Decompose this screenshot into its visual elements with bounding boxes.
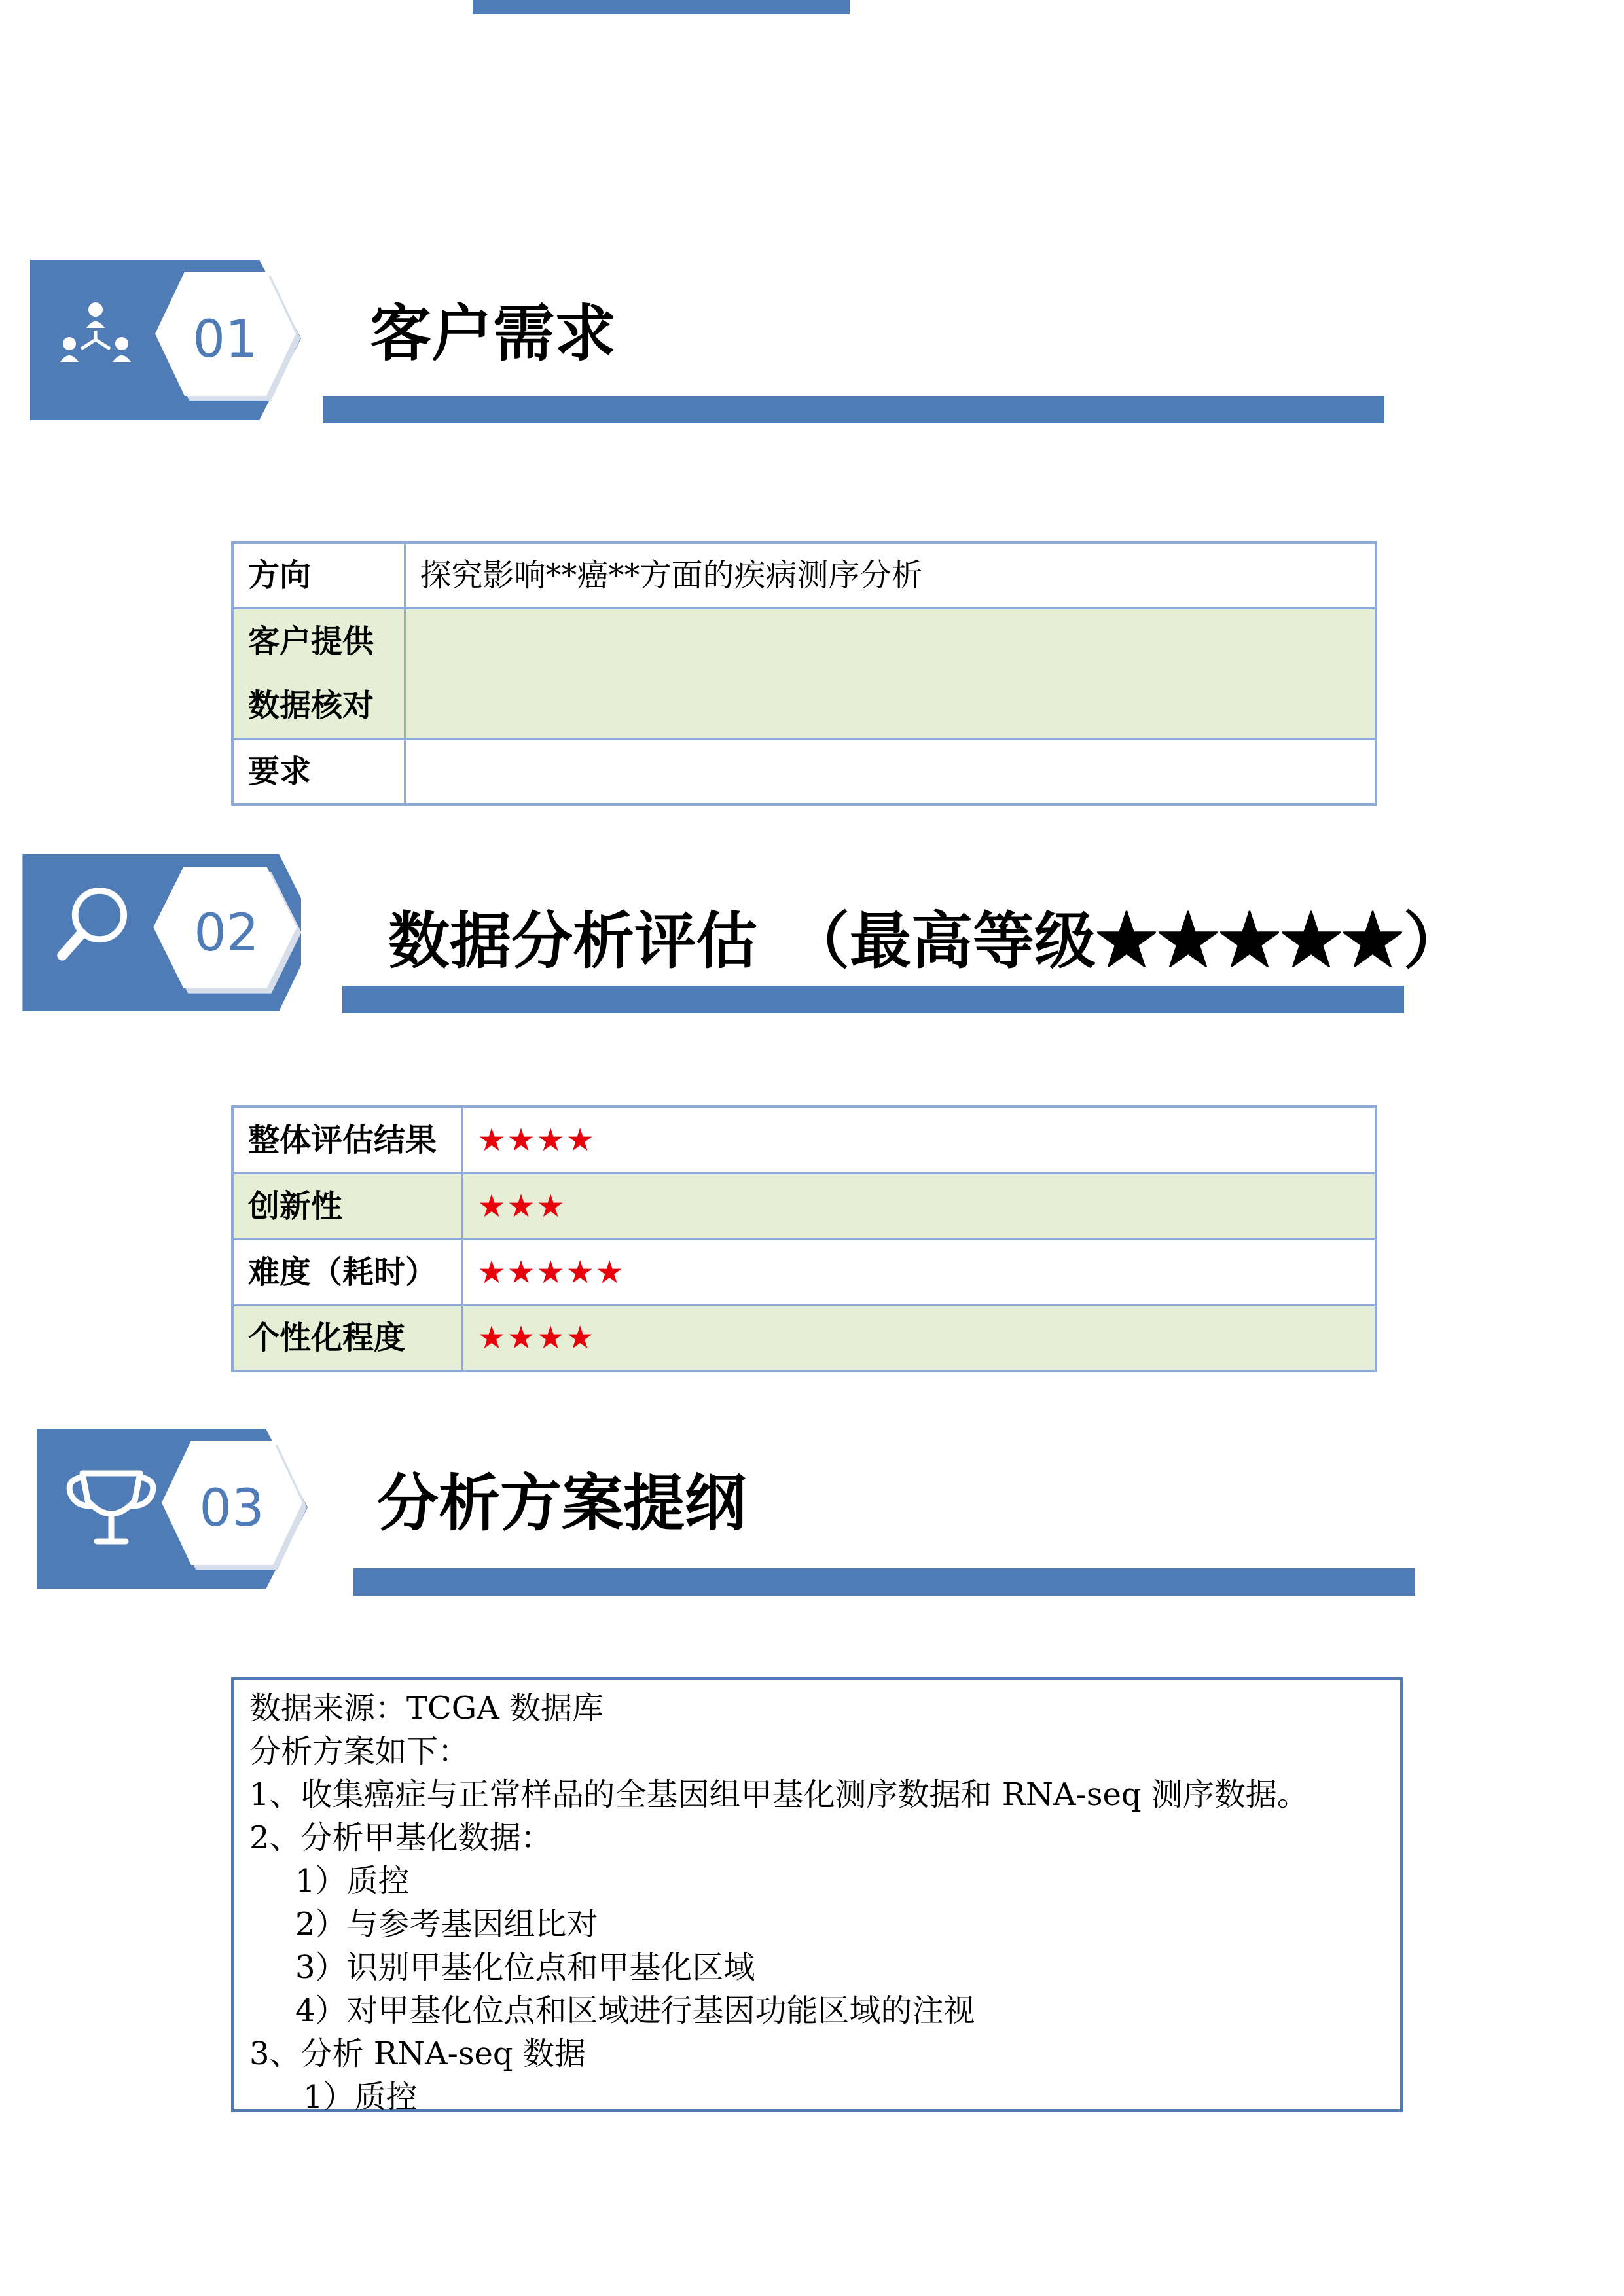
outline-line: 1）质控: [295, 1863, 410, 1899]
table-row: [232, 543, 1376, 608]
table-row: [232, 1107, 1376, 1173]
row-label: 要求: [232, 739, 405, 804]
section-title: 分析方案提纲: [377, 1467, 747, 1539]
top-decorative-bar: [473, 0, 850, 14]
outline-line: 1）质控: [303, 2079, 418, 2115]
section-01-badge: [30, 260, 312, 420]
star-rating: ★★★★: [462, 1305, 1376, 1371]
row-label: 整体评估结果: [232, 1107, 462, 1173]
star-rating: ★★★: [462, 1173, 1376, 1239]
outline-line: 3）识别甲基化位点和甲基化区域: [295, 1949, 755, 1986]
section-03-badge: [37, 1429, 318, 1589]
section-title: 客户需求: [370, 298, 617, 370]
outline-line: 2、分析甲基化数据：: [249, 1820, 552, 1856]
section-number: 02: [194, 904, 259, 963]
section-number: 03: [199, 1479, 264, 1538]
evaluation-table: [231, 1105, 1377, 1372]
section-02-badge: [20, 854, 301, 1011]
outline-line: 1、收集癌症与正常样品的全基因组甲基化测序数据和 RNA-seq 测序数据。: [249, 1776, 1308, 1813]
table-row: [232, 1173, 1376, 1239]
row-label: 客户提供: [232, 608, 405, 673]
table-row: [232, 608, 1376, 673]
section-underline: [353, 1568, 1415, 1596]
section-title: 数据分析评估 （最高等级★★★★★）: [388, 905, 1466, 977]
table-row: [232, 739, 1376, 804]
section-number: 01: [192, 310, 258, 369]
table-row: [232, 1305, 1376, 1371]
section-underline: [342, 986, 1404, 1013]
row-label: 创新性: [232, 1173, 462, 1239]
row-label: 难度（耗时）: [232, 1239, 462, 1305]
row-value: [405, 608, 1376, 739]
outline-line: 4）对甲基化位点和区域进行基因功能区域的注视: [295, 1992, 975, 2029]
requirements-table: [231, 541, 1377, 806]
row-label: 个性化程度: [232, 1305, 462, 1371]
outline-line: 数据来源：TCGA 数据库: [249, 1690, 604, 1727]
analysis-outline-box: [231, 1677, 1403, 2115]
outline-line: 2）与参考基因组比对: [295, 1906, 598, 1943]
outline-line: 分析方案如下：: [249, 1733, 470, 1770]
section-underline: [323, 396, 1384, 423]
star-rating: ★★★★: [462, 1107, 1376, 1173]
row-value: [405, 739, 1376, 804]
table-row: [232, 1239, 1376, 1305]
row-label: 方向: [232, 543, 405, 608]
row-label: 数据核对: [232, 673, 405, 739]
outline-line: 3、分析 RNA-seq 数据: [249, 2036, 586, 2072]
row-value: 探究影响**癌**方面的疾病测序分析: [405, 543, 1376, 608]
star-rating: ★★★★★: [462, 1239, 1376, 1305]
